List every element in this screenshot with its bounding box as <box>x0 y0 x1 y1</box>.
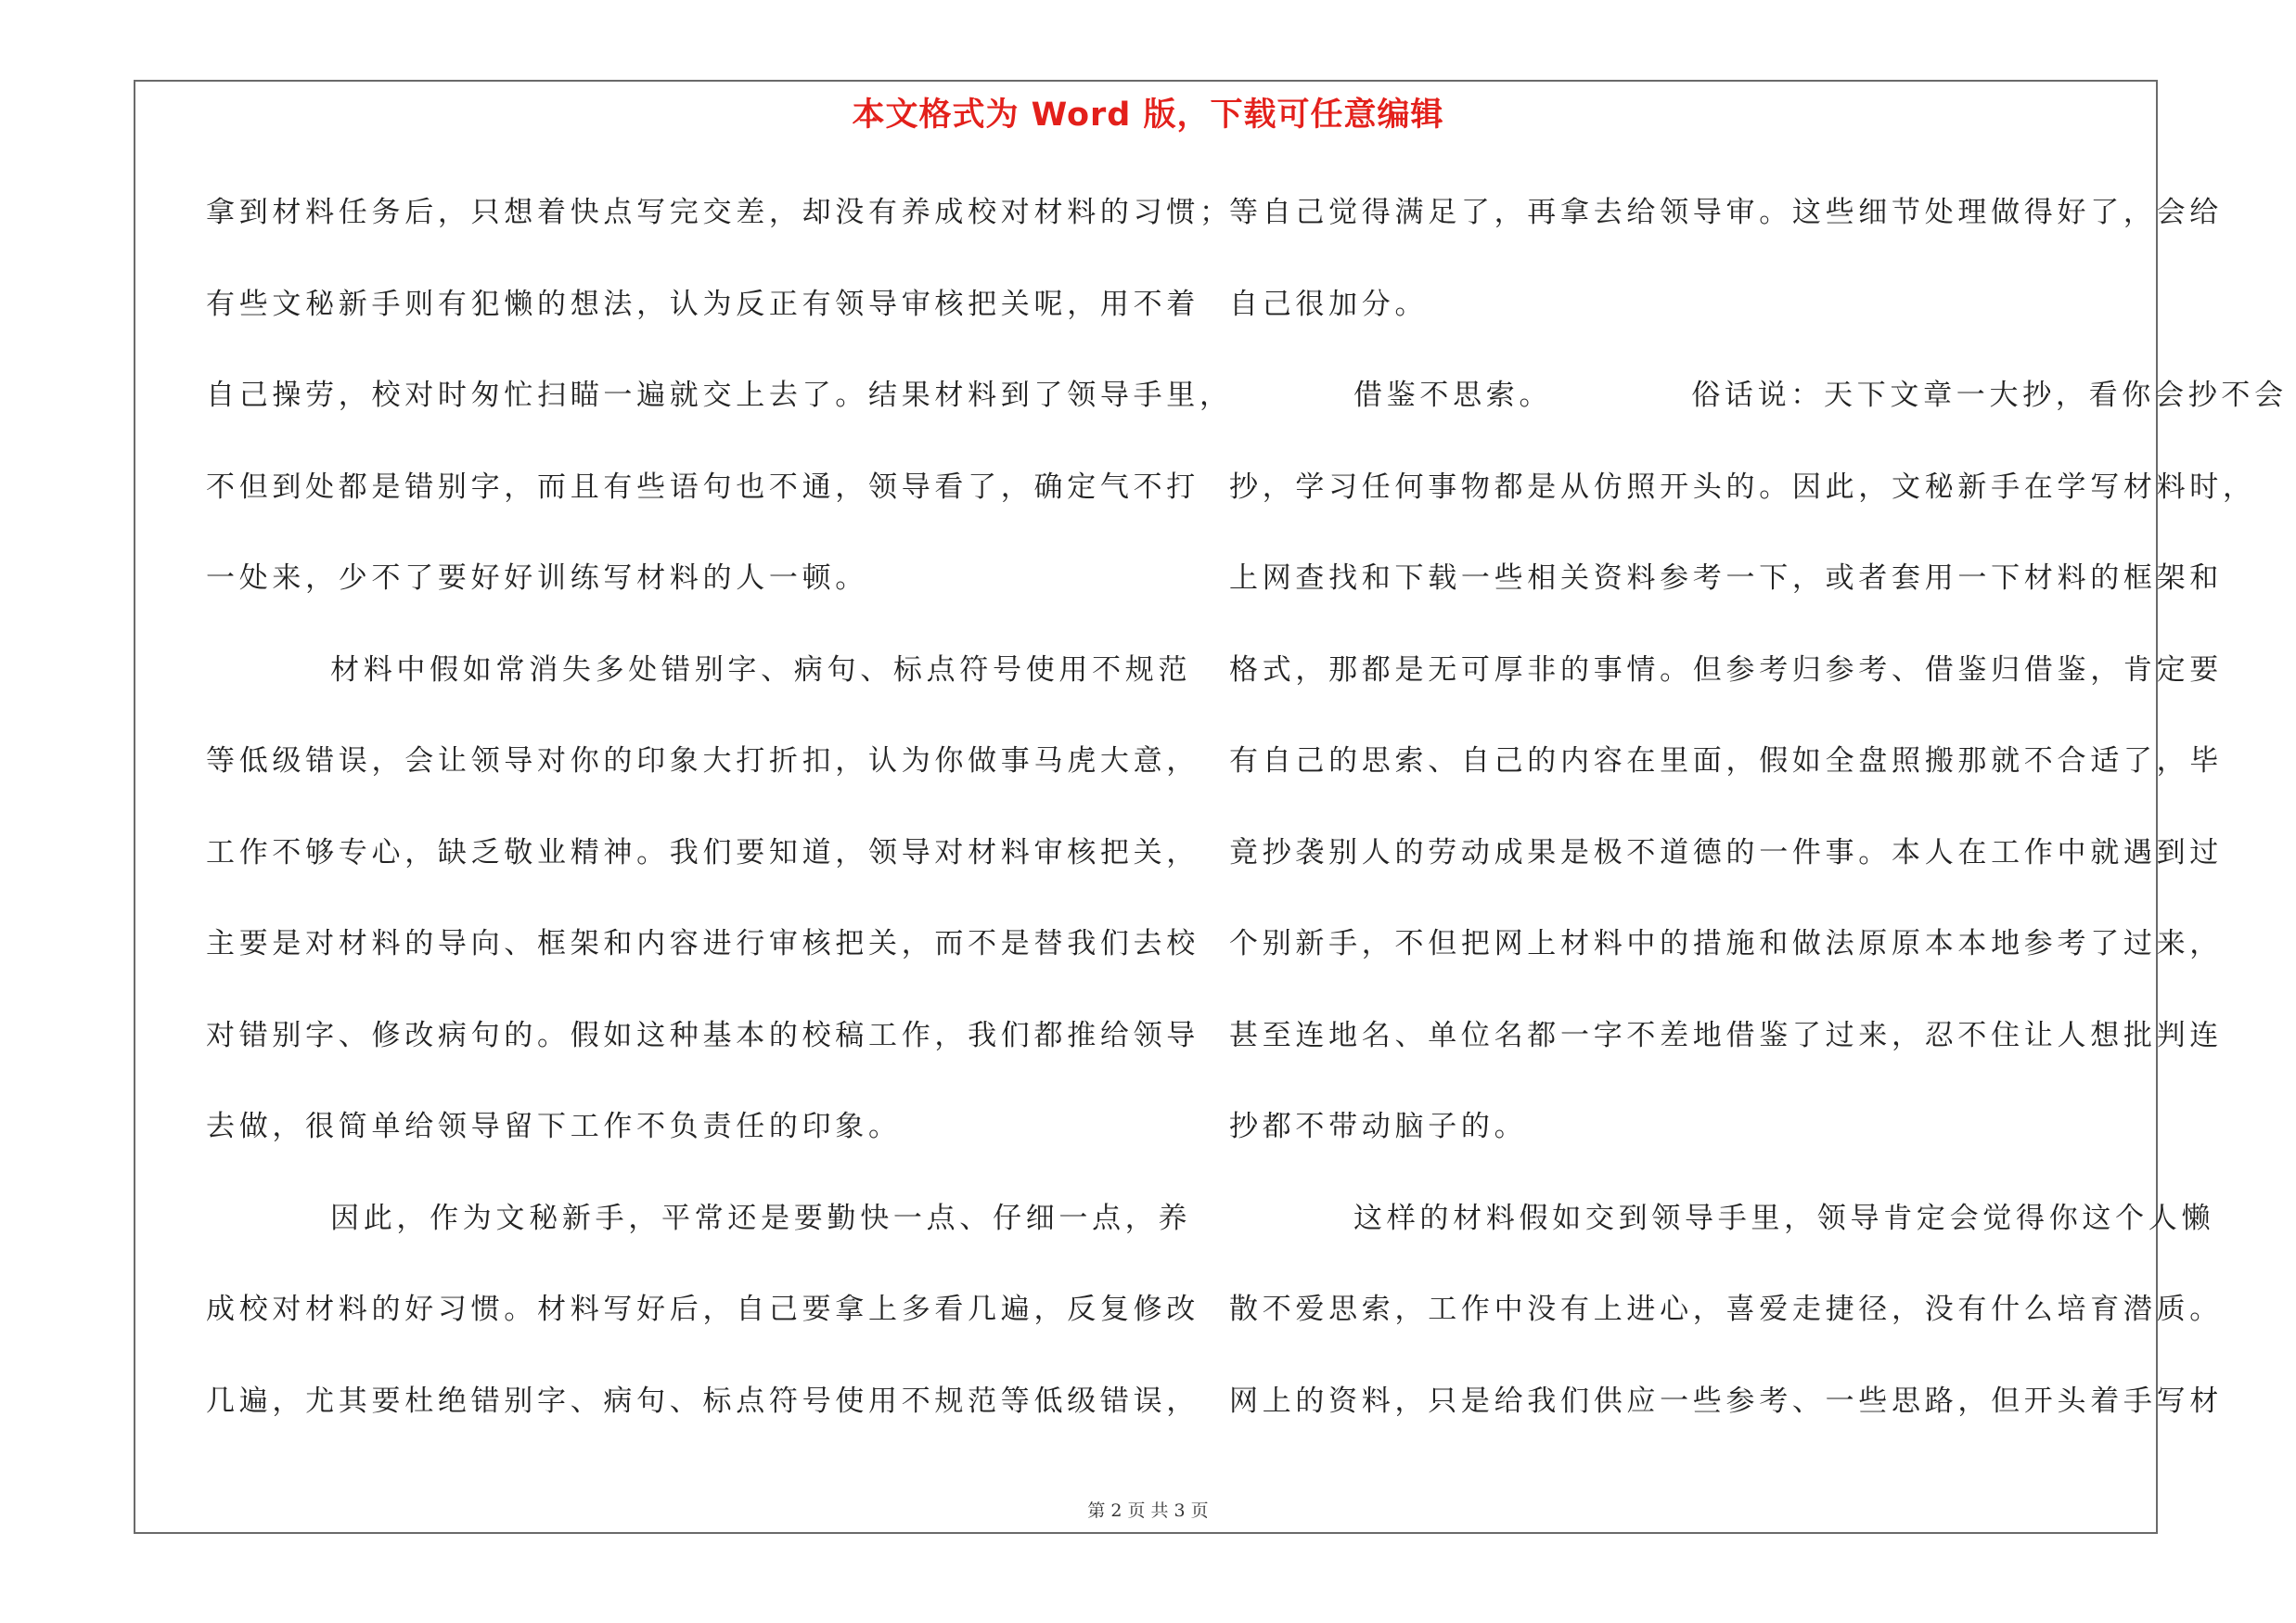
text-line: 一处来，少不了要好好训练写材料的人一顿。 <box>206 561 868 595</box>
text-line: 去做，很简单给领导留下工作不负责任的印象。 <box>206 1110 902 1143</box>
text-line: 工作不够专心，缺乏敬业精神。我们要知道，领导对材料审核把关， <box>206 835 1199 869</box>
section-heading-line <box>1229 365 2288 457</box>
text-line: 散不爱思索，工作中没有上进心，喜爱走捷径，没有什么培育潜质。 <box>1229 1293 2223 1326</box>
text-line: 拿到材料任务后，只想着快点写完交差，却没有养成校对材料的习惯； <box>206 196 1233 229</box>
text-line: 抄都不带动脑子的。 <box>1229 1110 1528 1143</box>
text-line: 格式，那都是无可厚非的事情。但参考归参考、借鉴归借鉴，肯定要 <box>1229 652 2223 687</box>
text-span: 俗话说：天下文章一大抄，看你会抄不会 <box>1691 379 2288 412</box>
paragraph-start-line: 因此，作为文秘新手，平常还是要勤快一点、仔细一点，养 <box>330 1201 1192 1235</box>
section-heading: 借鉴不思索。 <box>1353 379 1553 412</box>
text-line: 等低级错误，会让领导对你的印象大打折扣，认为你做事马虎大意， <box>206 744 1199 778</box>
text-line: 自己很加分。 <box>1229 287 1429 321</box>
text-line: 有些文秘新手则有犯懒的想法，认为反正有领导审核把关呢，用不着 <box>206 287 1199 321</box>
text-line: 竟抄袭别人的劳动成果是极不道德的一件事。本人在工作中就遇到过 <box>1229 835 2223 869</box>
text-line: 自己操劳，校对时匆忙扫瞄一遍就交上去了。结果材料到了领导手里， <box>206 379 1233 412</box>
left-text-column <box>206 182 1233 1462</box>
text-line: 抄，学习任何事物都是从仿照开头的。因此，文秘新手在学写材料时， <box>1229 470 2256 504</box>
text-line: 上网查找和下载一些相关资料参考一下，或者套用一下材料的框架和 <box>1229 561 2223 595</box>
text-line: 成校对材料的好习惯。材料写好后，自己要拿上多看几遍，反复修改 <box>206 1293 1199 1326</box>
paragraph-start-line: 材料中假如常消失多处错别字、病句、标点符号使用不规范 <box>330 652 1192 687</box>
page-number-footer: 第 2 页 共 3 页 <box>1087 1501 1209 1521</box>
text-line: 主要是对材料的导向、框架和内容进行审核把关，而不是替我们去校 <box>206 927 1199 960</box>
format-notice-banner: 本文格式为 Word 版，下载可任意编辑 <box>852 97 1444 134</box>
text-line: 甚至连地名、单位名都一字不差地借鉴了过来，忍不住让人想批判连 <box>1229 1018 2223 1052</box>
text-line: 有自己的思索、自己的内容在里面，假如全盘照搬那就不合适了，毕 <box>1229 744 2223 778</box>
text-line: 不但到处都是错别字，而且有些语句也不通，领导看了，确定气不打 <box>206 470 1199 504</box>
text-line: 对错别字、修改病句的。假如这种基本的校稿工作，我们都推给领导 <box>206 1018 1199 1052</box>
right-text-column <box>1229 182 2288 1462</box>
text-line: 几遍，尤其要杜绝错别字、病句、标点符号使用不规范等低级错误， <box>206 1384 1199 1418</box>
text-line: 网上的资料，只是给我们供应一些参考、一些思路，但开头着手写材 <box>1229 1384 2223 1418</box>
paragraph-start-line: 这样的材料假如交到领导手里，领导肯定会觉得你这个人懒 <box>1353 1201 2215 1235</box>
text-line: 个别新手，不但把网上材料中的措施和做法原原本本地参考了过来， <box>1229 927 2223 960</box>
text-line: 等自己觉得满足了，再拿去给领导审。这些细节处理做得好了，会给 <box>1229 196 2223 229</box>
